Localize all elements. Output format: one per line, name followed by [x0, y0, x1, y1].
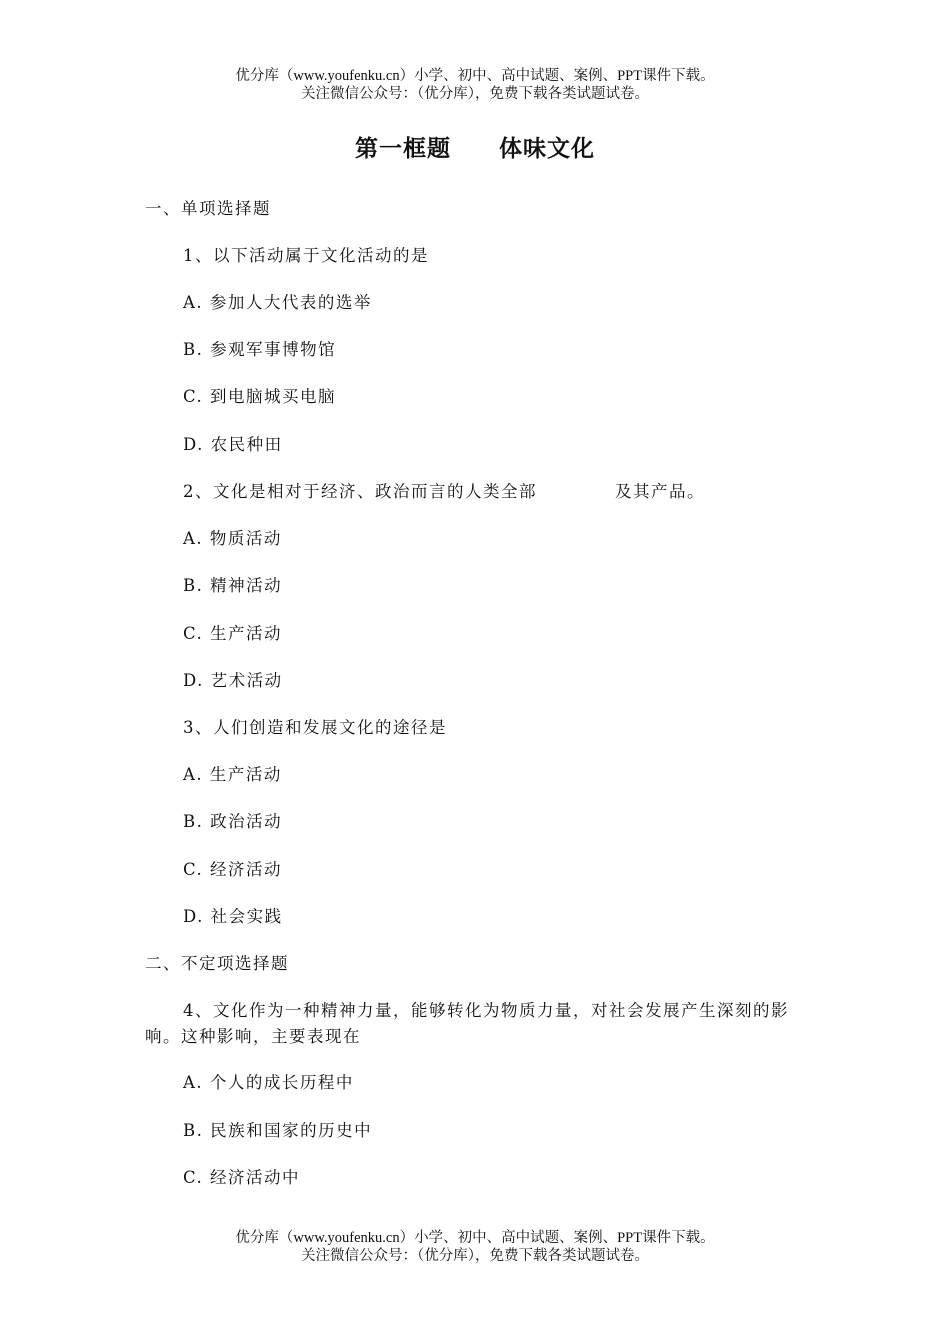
header-line-2: 关注微信公众号：（优分库），免费下载各类试题试卷。	[301, 86, 649, 102]
question-2-stem-before: 2、文化是相对于经济、政治而言的人类全部	[183, 482, 537, 501]
question-2-option-c: C. 生产活动	[183, 624, 283, 643]
footer-line-2: 关注微信公众号：（优分库），免费下载各类试题试卷。	[301, 1248, 649, 1264]
title-part-2: 体味文化	[499, 136, 595, 162]
section-heading-1: 一、单项选择题	[145, 199, 271, 218]
question-2-option-b: B. 精神活动	[183, 576, 283, 595]
question-1-stem: 1、以下活动属于文化活动的是	[183, 246, 429, 265]
question-4-stem: 4、文化作为一种精神力量，能够转化为物质力量，对社会发展产生深刻的影响。这种影响，主要表现在	[145, 1001, 789, 1046]
question-2-stem	[183, 481, 705, 503]
footer-line-1: 优分库（www.youfenku.cn）小学、初中、高中试题、案例、PPT课件下载。	[235, 1230, 715, 1246]
page-header	[0, 67, 950, 103]
question-3-option-d: D. 社会实践	[183, 907, 283, 926]
section-heading-2: 二、不定项选择题	[145, 954, 289, 973]
question-3-option-c: C. 经济活动	[183, 860, 283, 879]
question-4-option-b: B. 民族和国家的历史中	[183, 1121, 373, 1140]
page-title	[0, 133, 950, 165]
question-1-option-b: B. 参观军事博物馆	[183, 340, 337, 359]
question-2-stem-after: 及其产品。	[615, 482, 705, 501]
question-2-option-d: D. 艺术活动	[183, 671, 283, 690]
question-4-option-c: C. 经济活动中	[183, 1168, 301, 1187]
question-2-option-a: A. 物质活动	[183, 529, 282, 548]
title-part-1: 第一框题	[355, 136, 451, 162]
question-3-option-b: B. 政治活动	[183, 812, 283, 831]
question-3-option-a: A. 生产活动	[183, 765, 282, 784]
question-1-option-a: A. 参加人大代表的选举	[183, 293, 372, 312]
page-footer	[0, 1229, 950, 1265]
question-1-option-c: C. 到电脑城买电脑	[183, 387, 337, 406]
question-1-option-d: D. 农民种田	[183, 435, 283, 454]
question-3-stem: 3、人们创造和发展文化的途径是	[183, 718, 447, 737]
header-line-1: 优分库（www.youfenku.cn）小学、初中、高中试题、案例、PPT课件下载。	[235, 68, 715, 84]
question-4-option-a: A. 个人的成长历程中	[183, 1073, 354, 1092]
